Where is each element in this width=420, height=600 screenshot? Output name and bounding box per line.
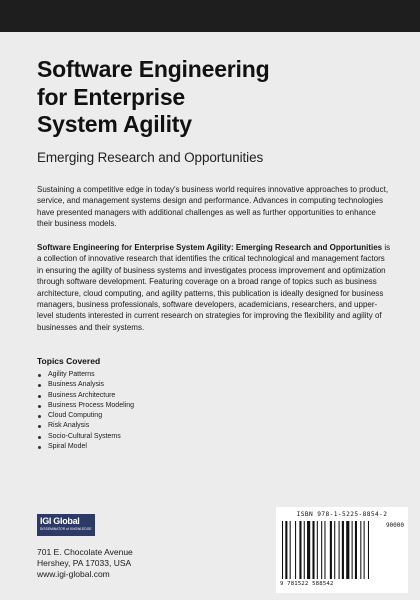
- barcode-stripe: [352, 521, 353, 579]
- description-paragraph: [37, 242, 392, 333]
- publisher-logo: [37, 514, 95, 536]
- barcode-stripe: [360, 521, 361, 579]
- barcode-stripe: [368, 521, 369, 579]
- book-subtitle: Emerging Research and Opportunities: [37, 150, 264, 165]
- description-text: is a collection of innovative research that identifies the critical technological and management factors in ensuring the agility of business systems and investigates process improvement and optimization through software development. Featuring coverage on a broad range of topics such as business architecture, cloud computing, and agility patterns, this publication is ideally designed for business managers, business professionals, software developers, academicians, researchers, and upper-level students interested in current research on strategies for improving the flexibility and agility of businesses and their systems.: [37, 243, 391, 332]
- list-item: Socio-Cultural Systems: [37, 432, 134, 442]
- topics-heading: Topics Covered: [37, 356, 101, 366]
- address-website: www.igi-global.com: [37, 569, 110, 579]
- list-item: Business Process Modeling: [37, 401, 134, 411]
- barcode-stripe: [330, 521, 332, 579]
- barcode-stripe: [339, 521, 340, 579]
- isbn-barcode: [276, 507, 408, 593]
- title-line: for Enterprise: [37, 83, 186, 110]
- topics-list: [37, 370, 134, 452]
- barcode-stripe: [317, 521, 318, 579]
- barcode-bars: [282, 521, 374, 581]
- barcode-number: 9 781522 588542: [280, 581, 334, 587]
- barcode-stripe: [364, 521, 365, 579]
- list-item: Cloud Computing: [37, 411, 134, 421]
- list-item: Risk Analysis: [37, 421, 134, 431]
- barcode-stripe: [307, 521, 310, 579]
- price-code: 90000: [385, 522, 404, 529]
- barcode-stripe: [355, 521, 357, 579]
- logo-text: IGI Global: [40, 516, 80, 526]
- barcode-stripe: [282, 521, 283, 579]
- title-line: Software Engineering: [37, 56, 270, 82]
- title-line: System Agility: [37, 111, 192, 137]
- barcode-stripe: [312, 521, 314, 579]
- logo-tagline: DISSEMINATOR of KNOWLEDGE: [40, 527, 92, 531]
- barcode-stripe: [285, 521, 287, 579]
- intro-paragraph: Sustaining a competitive edge in today's business world requires innovative approaches to product, service, and management systems design and performance. Advances in computing technologies have presented managers with additional challenges as well as further opportunities to enhance their business models.: [37, 185, 389, 229]
- barcode-stripe: [321, 521, 322, 579]
- barcode-stripe: [342, 521, 344, 579]
- description-bold-title: Software Engineering for Enterprise System Agility: Emerging Research and Opportunities: [37, 243, 383, 252]
- address-line: 701 E. Chocolate Avenue: [37, 547, 133, 557]
- isbn-label: ISBN 978-1-5225-8854-2: [296, 511, 388, 518]
- list-item: Business Analysis: [37, 380, 134, 390]
- publisher-address: [37, 547, 133, 580]
- barcode-stripe: [299, 521, 301, 579]
- list-item: Business Architecture: [37, 391, 134, 401]
- barcode-stripe: [324, 521, 325, 579]
- address-line: Hershey, PA 17033, USA: [37, 558, 132, 568]
- top-bar: [0, 0, 420, 32]
- barcode-stripe: [346, 521, 349, 579]
- list-item: Spiral Model: [37, 442, 134, 452]
- book-title: [37, 56, 397, 139]
- barcode-stripe: [304, 521, 305, 579]
- barcode-stripe: [295, 521, 296, 579]
- barcode-stripe: [334, 521, 335, 579]
- list-item: Agility Patterns: [37, 370, 134, 380]
- barcode-stripe: [290, 521, 291, 579]
